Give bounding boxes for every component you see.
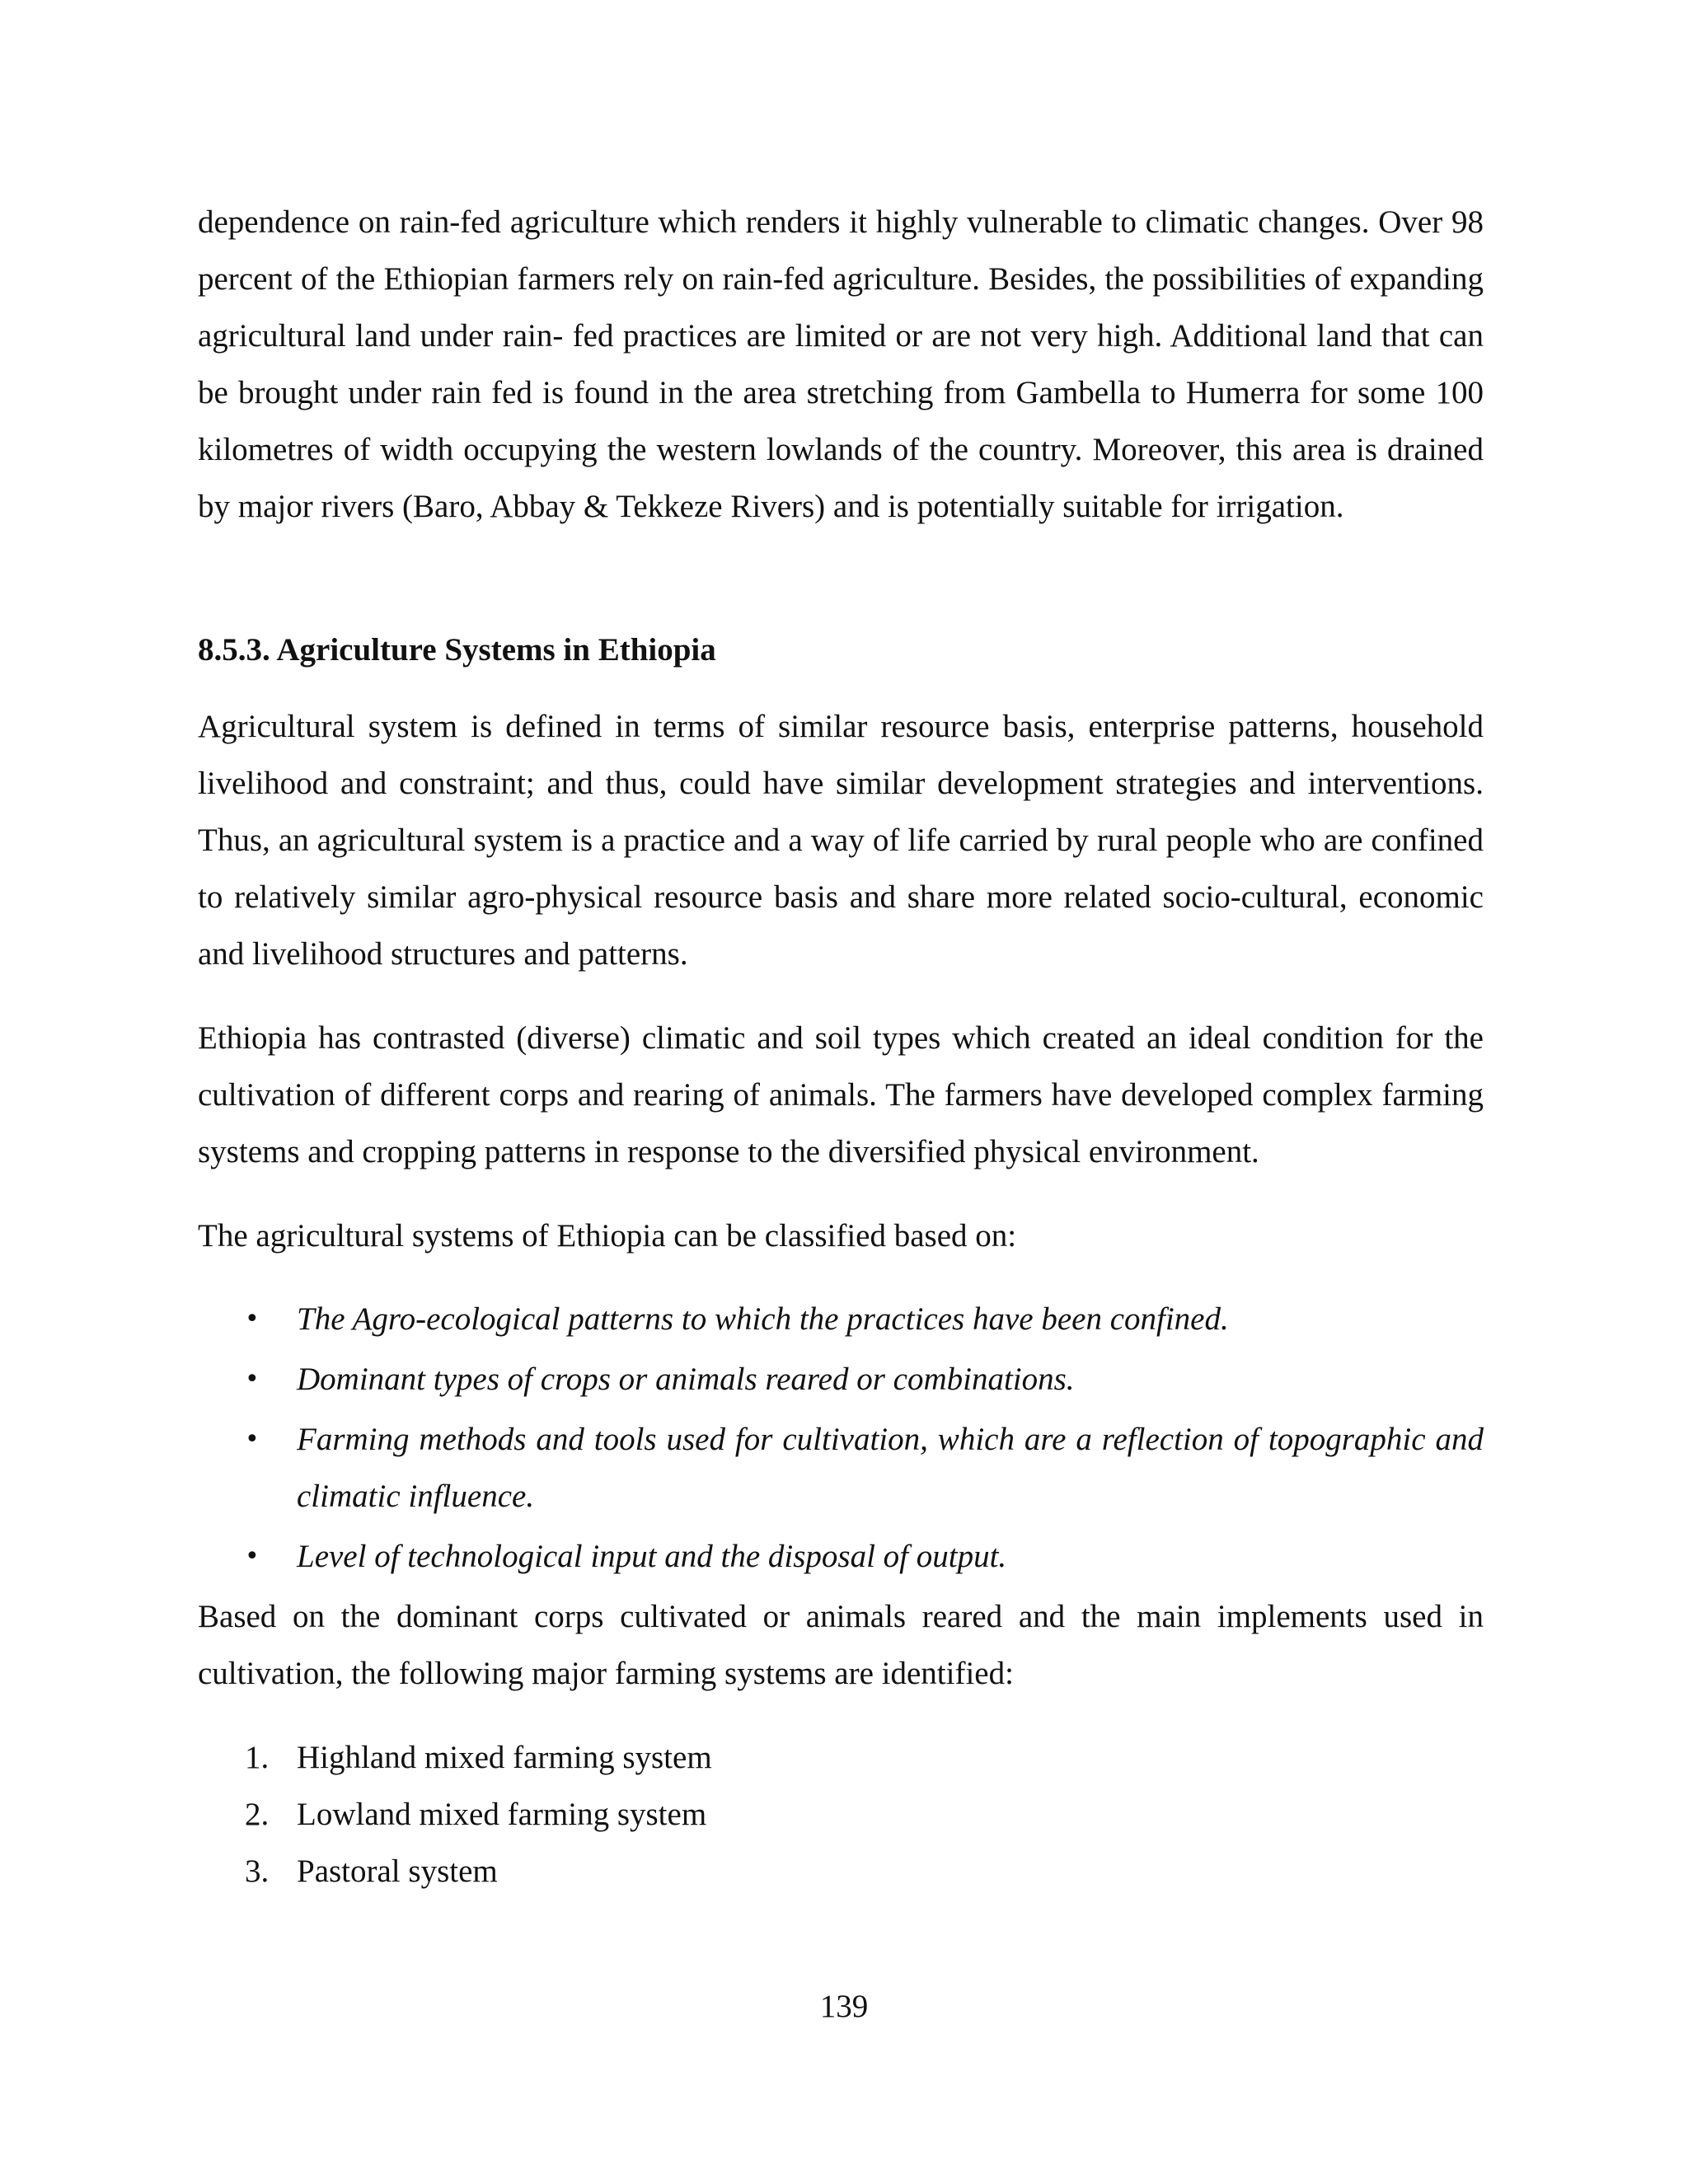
list-item: [198, 1786, 1484, 1843]
classification-criteria-list: [198, 1291, 1484, 1585]
section-heading: 8.5.3. Agriculture Systems in Ethiopia: [198, 632, 716, 668]
paragraph-diversity: Ethiopia has contrasted (diverse) climatic and soil types which created an ideal condition for the cultivation of different corps and rearing of animals. The farmers have developed complex farming systems and cropping patterns in response to the diversified physical environment.: [198, 1020, 1484, 1169]
system-label: Lowland mixed farming system: [297, 1797, 707, 1832]
paragraph-definition: Agricultural system is defined in terms of similar resource basis, enterprise patterns, household livelihood and constraint; and thus, could have similar development strategies and interventions. Thus, an agricultural system is a practice and a way of life carried by rural people who are confined to relatively similar agro-physical resource basis and share more related socio-cultural, economic and livelihood structures and patterns.: [198, 709, 1484, 972]
criteria-text: The Agro-ecological patterns to which the practices have been confined.: [297, 1301, 1229, 1337]
list-item: [198, 1528, 1484, 1585]
bullet-icon: •: [245, 1425, 260, 1454]
list-number: 3.: [245, 1854, 270, 1889]
farming-systems-list: [198, 1729, 1484, 1900]
list-item: [198, 1291, 1484, 1347]
list-item: [198, 1411, 1484, 1525]
system-label: Highland mixed farming system: [297, 1740, 712, 1775]
bullet-icon: •: [245, 1542, 260, 1571]
section-spacer: [198, 535, 1484, 621]
criteria-text: Farming methods and tools used for cultivation, which are a reflection of topographic and climatic influence.: [297, 1422, 1484, 1514]
bullet-icon: •: [245, 1365, 260, 1394]
system-label: Pastoral system: [297, 1854, 498, 1889]
list-item: [198, 1351, 1484, 1408]
intro-paragraph: dependence on rain-fed agriculture which renders it highly vulnerable to climatic changes. Over 98 percent of the Ethiopian farmers rely on rain-fed agriculture. Besides, the possibilities of expanding agricultural land under rain- fed practices are limited or are not very high. Additional land that can be brought under rain fed is found in the area stretching from Gambella to Humerra for some 100 kilometres of width occupying the western lowlands of the country. Moreover, this area is drained by major rivers (Baro, Abbay & Tekkeze Rivers) and is potentially suitable for irrigation.: [198, 204, 1484, 524]
list-number: 2.: [245, 1797, 270, 1832]
bullet-icon: •: [245, 1305, 260, 1333]
criteria-text: Level of technological input and the disposal of output.: [297, 1539, 1007, 1574]
page-number: 139: [819, 1989, 869, 2024]
list-item: [198, 1729, 1484, 1786]
criteria-text: Dominant types of crops or animals reared or combinations.: [297, 1361, 1075, 1397]
paragraph-classification-intro: The agricultural systems of Ethiopia can be classified based on:: [198, 1218, 1017, 1254]
paragraph-systems-intro: Based on the dominant corps cultivated or animals reared and the main implements used in cultivation, the following major farming systems are identified:: [198, 1599, 1484, 1691]
list-number: 1.: [245, 1740, 270, 1775]
list-item: [198, 1843, 1484, 1900]
page-content: [198, 194, 1484, 1900]
